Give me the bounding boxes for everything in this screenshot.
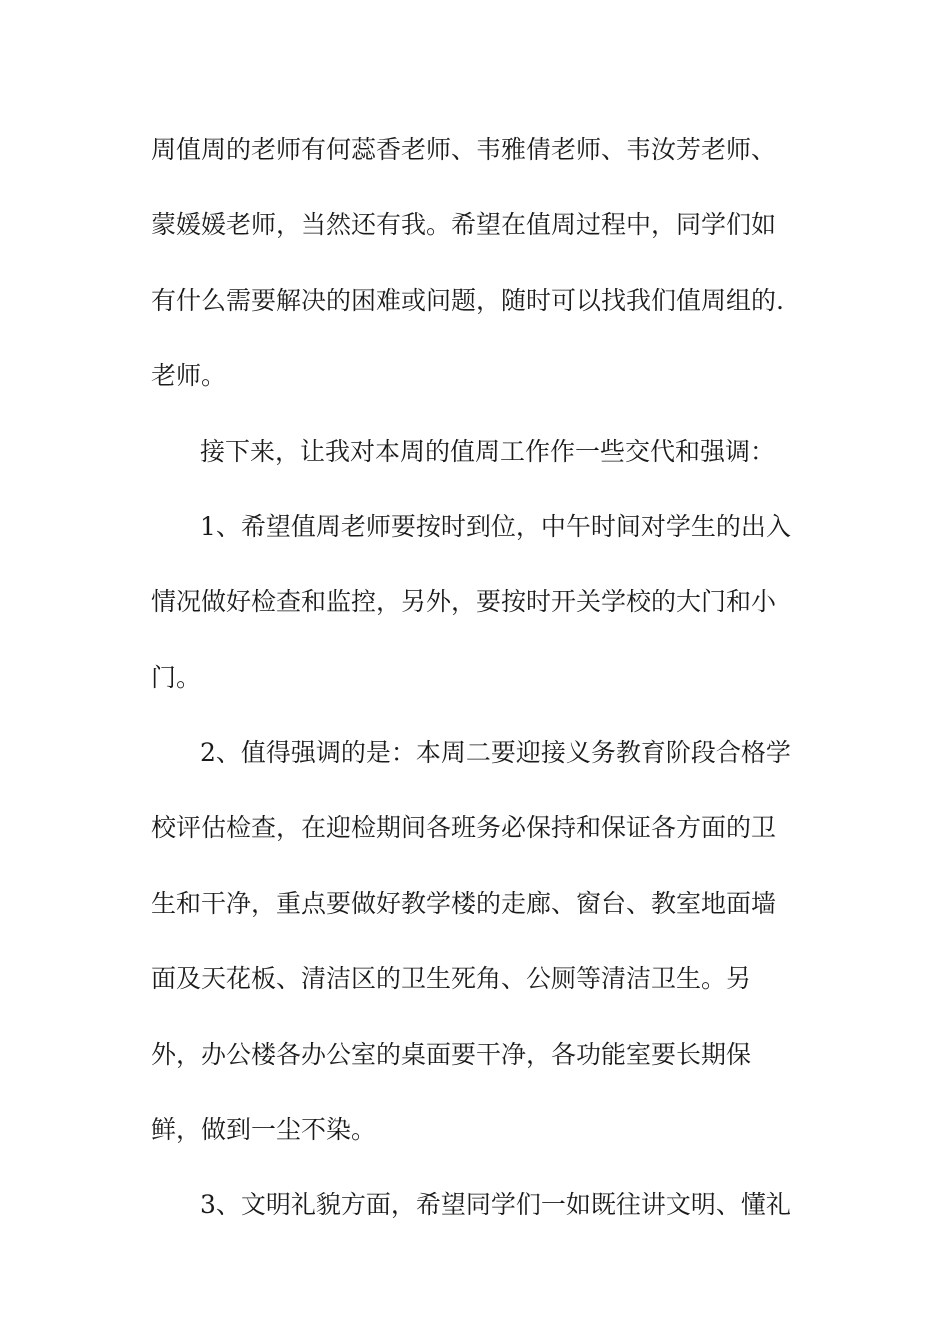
paragraph-first-line: 接下来，让我对本周的值周工作作一些交代和强调：	[200, 437, 776, 466]
text-line: 情况做好检查和监控，另外，要按时开关学校的大门和小	[151, 587, 777, 616]
text-line: 生和干净，重点要做好教学楼的走廊、窗台、教室地面墙	[151, 889, 777, 918]
text-line: 蒙媛媛老师，当然还有我。希望在值周过程中，同学们如	[151, 210, 777, 239]
text-line: 老师。	[151, 361, 227, 390]
text-line: 面及天花板、清洁区的卫生死角、公厕等清洁卫生。另	[151, 964, 752, 993]
paragraph-first-line: 3、文明礼貌方面，希望同学们一如既往讲文明、懂礼	[200, 1190, 791, 1219]
text-line: 有什么需要解决的困难或问题，随时可以找我们值周组的.	[151, 286, 784, 315]
paragraph-first-line: 2、值得强调的是：本周二要迎接义务教育阶段合格学	[200, 738, 791, 767]
text-line: 周值周的老师有何蕊香老师、韦雅倩老师、韦汝芳老师、	[151, 135, 777, 164]
paragraph-first-line: 1、希望值周老师要按时到位，中午时间对学生的出入	[200, 512, 791, 541]
text-line: 外，办公楼各办公室的桌面要干净，各功能室要长期保	[151, 1040, 752, 1069]
text-line: 校评估检查，在迎检期间各班务必保持和保证各方面的卫	[151, 813, 777, 842]
text-line: 门。	[151, 663, 202, 692]
text-line: 鲜，做到一尘不染。	[151, 1115, 377, 1144]
